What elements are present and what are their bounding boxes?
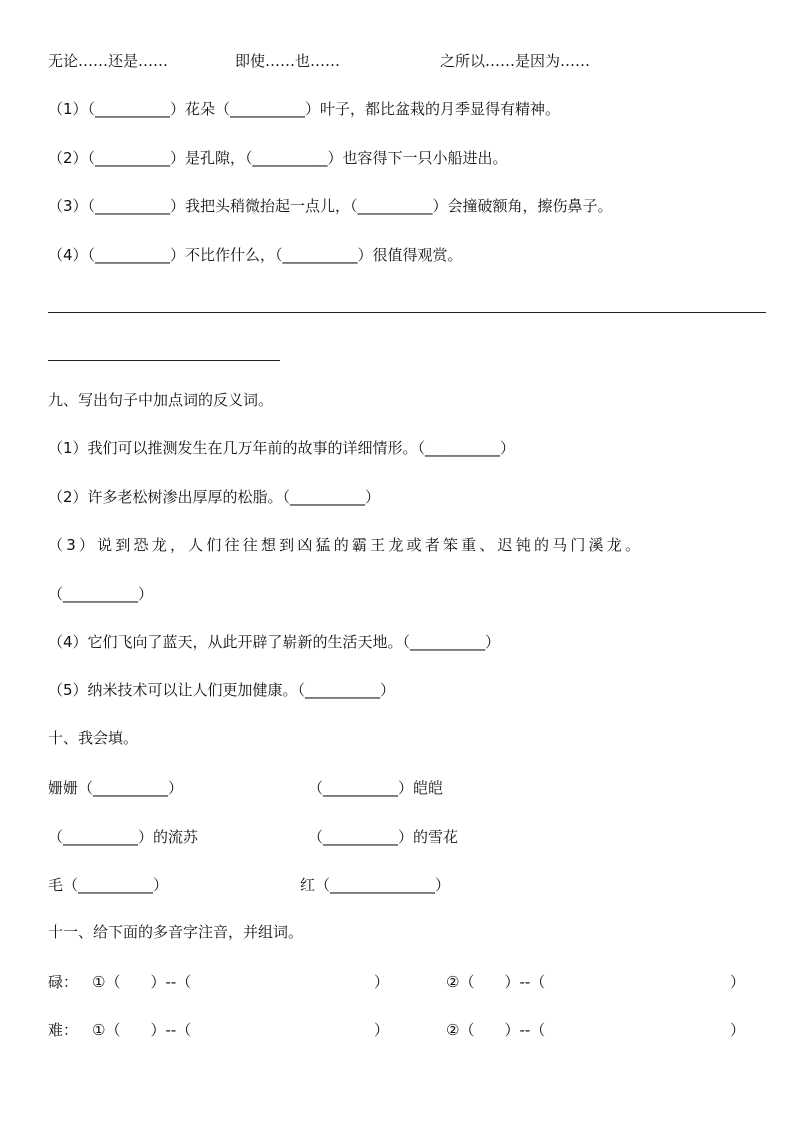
section-9-title: 九、写出句子中加点词的反义词。 — [48, 391, 274, 409]
answer-line-1[interactable] — [48, 312, 766, 313]
section-10-r3-right[interactable]: 红（______________） — [300, 876, 451, 894]
section-9-item-2[interactable]: （2）许多老松树渗出厚厚的松脂。（__________） — [48, 488, 381, 506]
section-9-item-4[interactable]: （4）它们飞向了蓝天，从此开辟了崭新的生活天地。（__________） — [48, 633, 501, 651]
section-9-item-3-blank[interactable]: （__________） — [48, 585, 154, 603]
section-10-r1-left[interactable]: 姗姗（__________） — [48, 779, 184, 797]
section-10-r1-right[interactable]: （__________）皑皑 — [308, 779, 444, 797]
polyphone-pinyin-2[interactable]: ②（ ）--（ — [446, 1021, 546, 1039]
polyphone-close-1: ） — [374, 973, 390, 991]
connective-1: 无论……还是…… — [48, 52, 169, 70]
polyphone-pinyin-2[interactable]: ②（ ）--（ — [446, 973, 546, 991]
polyphone-pinyin-1[interactable]: ①（ ）--（ — [92, 973, 192, 991]
fill-sentence-2[interactable]: （2）（__________）是孔隙，（__________）也容得下一只小船进出。 — [48, 149, 508, 167]
section-10-r2-right[interactable]: （__________）的雪花 — [308, 828, 459, 846]
section-10-title: 十、我会填。 — [48, 729, 139, 747]
fill-sentence-3[interactable]: （3）（__________）我把头稍微抬起一点儿，（__________）会撞破额角，擦伤鼻子。 — [48, 197, 613, 215]
fill-sentence-1[interactable]: （1）（__________）花朵（__________）叶子，都比盆栽的月季显得有精神。 — [48, 100, 561, 118]
section-10-r2-left[interactable]: （__________）的流苏 — [48, 828, 199, 846]
section-10-r3-left[interactable]: 毛（__________） — [48, 876, 169, 894]
connective-3: 之所以……是因为…… — [440, 52, 591, 70]
polyphone-close-2: ） — [730, 973, 746, 991]
polyphone-pinyin-1[interactable]: ①（ ）--（ — [92, 1021, 192, 1039]
fill-sentence-4[interactable]: （4）（__________）不比作什么，（__________）很值得观赏。 — [48, 246, 463, 264]
section-9-item-1[interactable]: （1）我们可以推测发生在几万年前的故事的详细情形。（__________） — [48, 439, 516, 457]
section-11-title: 十一、给下面的多音字注音，并组词。 — [48, 923, 304, 941]
polyphone-close-2: ） — [730, 1021, 746, 1039]
answer-line-2[interactable] — [48, 360, 280, 361]
polyphone-char: 碌： — [48, 973, 79, 991]
polyphone-close-1: ） — [374, 1021, 390, 1039]
connective-2: 即使……也…… — [235, 52, 341, 70]
polyphone-char: 难： — [48, 1021, 79, 1039]
section-9-item-3: （3）说到恐龙，人们往往想到凶猛的霸王龙或者笨重、迟钝的马门溪龙。 — [48, 536, 644, 554]
section-9-item-5[interactable]: （5）纳米技术可以让人们更加健康。（__________） — [48, 681, 396, 699]
